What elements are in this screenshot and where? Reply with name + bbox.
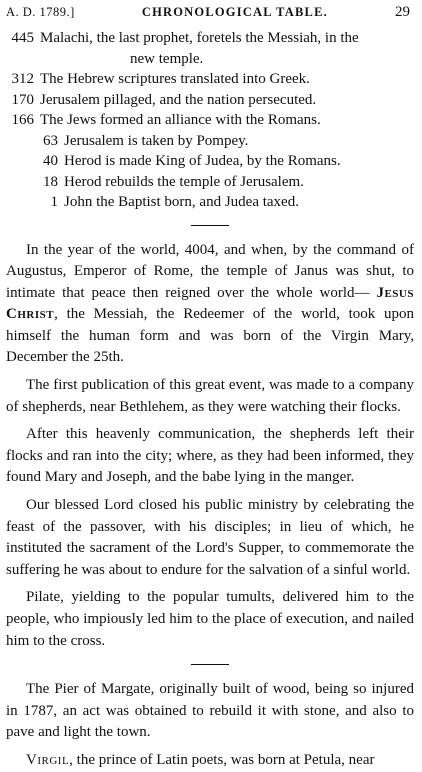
chronology-list xyxy=(6,28,414,213)
body-paragraph: After this heavenly communication, the shepherds left their flocks and ran into the city; where, as they had been informed, they found Mary and Joseph, and the babe lying in the manger. xyxy=(6,426,414,486)
entry-year: 63 xyxy=(43,132,58,149)
running-header xyxy=(6,4,414,26)
body-paragraph xyxy=(6,750,414,772)
entry-text: Herod is made King of Judea, by the Romans. xyxy=(64,153,341,169)
section-divider xyxy=(191,225,229,226)
name-smallcaps: Virgil xyxy=(26,751,70,768)
entry-text: The Hebrew scriptures translated into Greek. xyxy=(40,71,310,87)
entry-text: Jerusalem is taken by Pompey. xyxy=(64,132,249,149)
body-paragraph xyxy=(6,240,414,370)
body-paragraph: The Pier of Margate, originally built of wood, being so injured in 1787, an act was obtained to rebuild it with stone, and also to pave and light the town. xyxy=(6,681,414,741)
header-date: A. D. 1789.] xyxy=(6,5,75,19)
chronology-entry xyxy=(6,172,414,193)
chronology-entry xyxy=(6,90,414,111)
entry-text: Herod rebuilds the temple of Jerusalem. xyxy=(64,173,304,190)
body-paragraph: The first publication of this great event, was made to a company of shepherds, near Bethlehem, as they were watching their flocks. xyxy=(6,377,414,415)
chronology-entry xyxy=(6,131,414,152)
entry-year: 166 xyxy=(11,112,34,128)
entry-year: 18 xyxy=(43,173,58,190)
name-smallcaps: Jesus Christ xyxy=(6,284,414,323)
entry-year: 445 xyxy=(11,30,34,46)
entry-year: 170 xyxy=(11,91,34,108)
entry-year: 312 xyxy=(11,71,34,87)
paragraph-text: , the Messiah, the Redeemer of the world, took upon himself the human form and was born of the Virgin Mary, December the 25th. xyxy=(6,306,414,366)
body-paragraph: Pilate, yielding to the popular tumults, delivered him to the people, who impiously led him to the place of execution, and nailed him to the cross. xyxy=(6,589,414,649)
page-number: 29 xyxy=(394,4,410,20)
header-title: CHRONOLOGICAL TABLE. xyxy=(141,5,328,19)
section-divider xyxy=(191,664,229,665)
chronology-entry xyxy=(6,69,414,90)
entry-text: John the Baptist born, and Judea taxed. xyxy=(64,194,299,210)
entry-year: 40 xyxy=(43,153,58,169)
entry-continuation: new temple. xyxy=(130,50,204,67)
chronology-entry xyxy=(6,151,414,172)
entry-year: 1 xyxy=(50,194,58,210)
paragraph-text: In the year of the world, 4004, and when, by the command of Augustus, Emperor of Rome, the temple of Janus was shut, to intimate that peace then reigned over the whole world— xyxy=(6,241,414,301)
entry-text: Malachi, the last prophet, foretels the Messiah, in the xyxy=(40,30,359,46)
entry-text: The Jews formed an alliance with the Romans. xyxy=(40,112,321,128)
chronology-entry xyxy=(6,192,414,213)
entry-text: Jerusalem pillaged, and the nation persecuted. xyxy=(40,91,317,108)
body-paragraph: Our blessed Lord closed his public ministry by celebrating the feast of the passover, with his disciples; in lieu of which, he instituted the sacrament of the Lord's Supper, to commemorate the suffering he was about to endure for the salvation of a sinful world. xyxy=(6,497,414,578)
paragraph-text: , the prince of Latin poets, was born at Petula, near xyxy=(69,751,375,768)
chronology-entry xyxy=(6,110,414,131)
chronology-entry xyxy=(6,28,414,49)
